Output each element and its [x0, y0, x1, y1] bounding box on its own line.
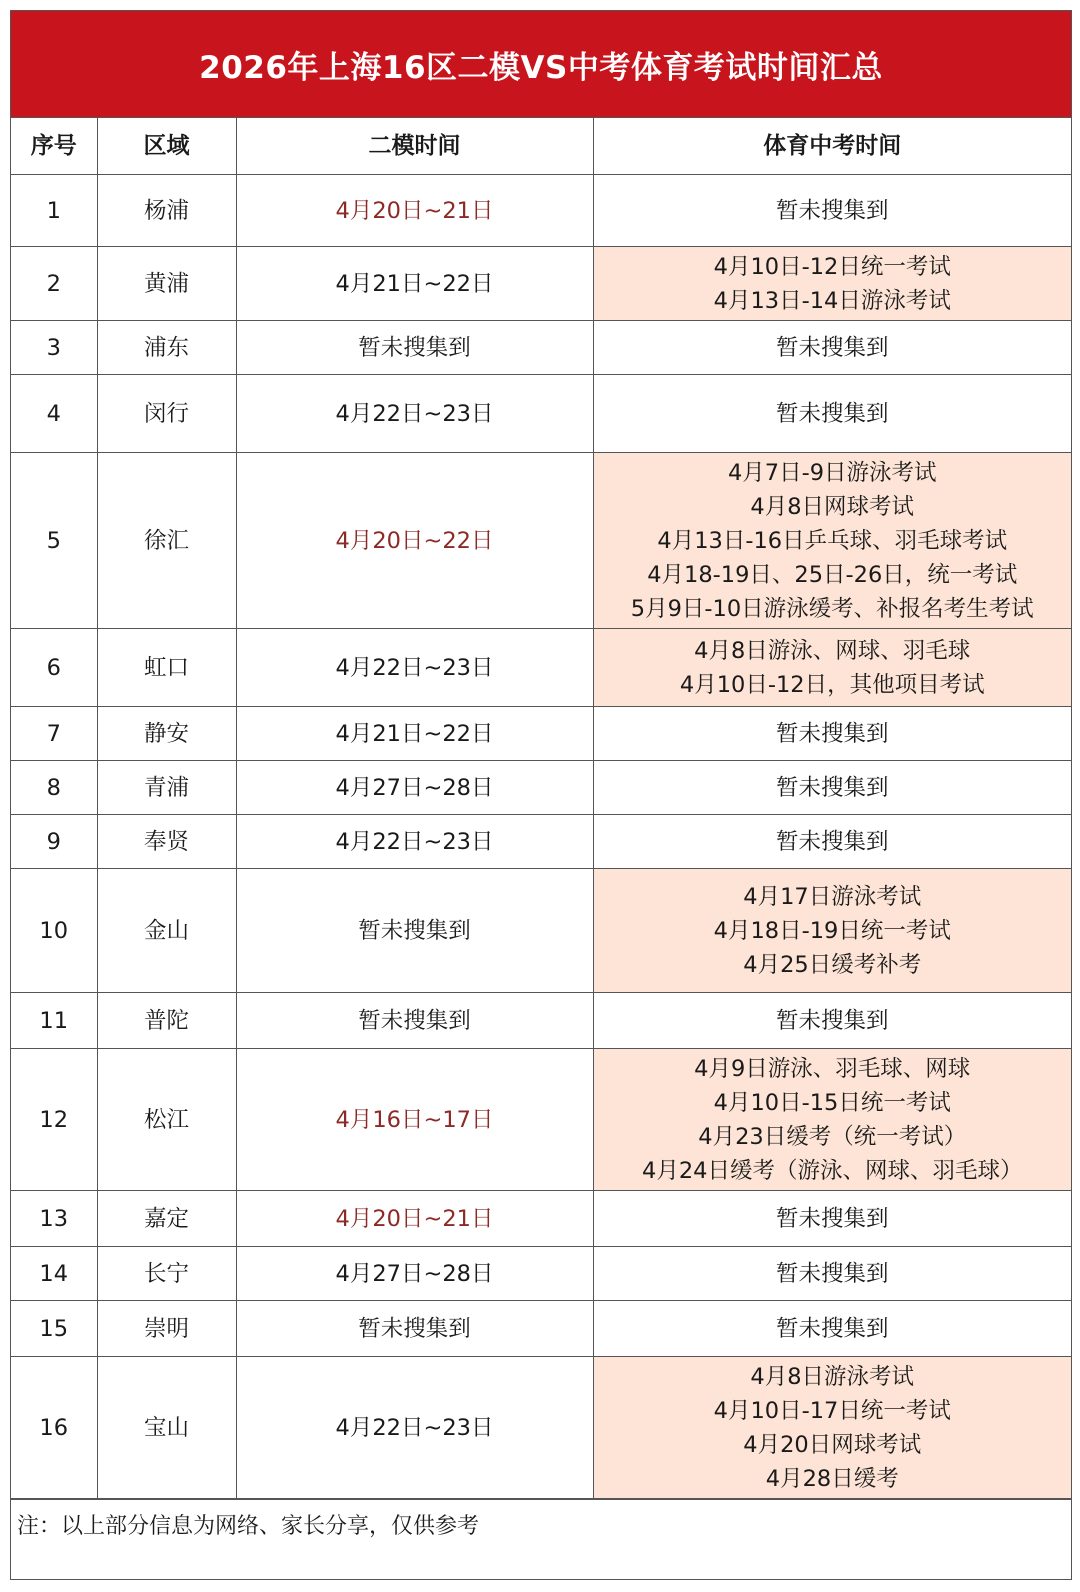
table-row — [11, 175, 1071, 247]
pe-time-line: 5月9日-10日游泳缓考、补报名考生考试 — [630, 595, 1034, 622]
row-district: 宝山 — [97, 1357, 236, 1499]
pe-time-line: 4月10日-12日统一考试 — [713, 253, 951, 280]
row-pe-time — [593, 375, 1071, 453]
row-pe-time — [593, 1357, 1071, 1499]
pe-time-line: 暂未搜集到 — [775, 828, 889, 855]
table-row — [11, 993, 1071, 1049]
row-pe-time — [593, 1301, 1071, 1357]
row-ermo-time: 4月27日~28日 — [236, 761, 593, 815]
pe-time-line: 暂未搜集到 — [775, 197, 889, 224]
pe-time-line: 暂未搜集到 — [775, 400, 889, 427]
pe-time-line: 暂未搜集到 — [775, 1315, 889, 1342]
row-district: 崇明 — [97, 1301, 236, 1357]
row-pe-time — [593, 761, 1071, 815]
row-district: 青浦 — [97, 761, 236, 815]
row-district: 普陀 — [97, 993, 236, 1049]
row-ermo-time: 4月20日~21日 — [236, 175, 593, 247]
pe-time-line: 4月8日游泳考试 — [750, 1363, 915, 1390]
pe-time-line: 暂未搜集到 — [775, 774, 889, 801]
row-district: 静安 — [97, 707, 236, 761]
row-pe-time — [593, 453, 1071, 629]
row-district: 金山 — [97, 869, 236, 993]
row-index: 16 — [11, 1357, 97, 1499]
row-pe-time — [593, 321, 1071, 375]
row-index: 5 — [11, 453, 97, 629]
pe-time-line: 4月25日缓考补考 — [743, 951, 922, 978]
row-ermo-time: 4月22日~23日 — [236, 375, 593, 453]
row-district: 虹口 — [97, 629, 236, 707]
pe-time-line: 4月20日网球考试 — [743, 1431, 922, 1458]
pe-time-line: 4月10日-15日统一考试 — [713, 1089, 951, 1116]
footnote: 注：以上部分信息为网络、家长分享，仅供参考 — [11, 1499, 1071, 1554]
row-index: 9 — [11, 815, 97, 869]
row-district: 黄浦 — [97, 247, 236, 321]
row-index: 2 — [11, 247, 97, 321]
row-pe-time — [593, 869, 1071, 993]
table-row — [11, 321, 1071, 375]
pe-time-line: 4月24日缓考（游泳、网球、羽毛球） — [642, 1157, 1023, 1184]
table-row — [11, 375, 1071, 453]
row-pe-time — [593, 707, 1071, 761]
header-ermo-time: 二模时间 — [236, 118, 593, 175]
row-pe-time — [593, 1247, 1071, 1301]
row-pe-time — [593, 1191, 1071, 1247]
row-district: 长宁 — [97, 1247, 236, 1301]
pe-time-line: 4月18日-19日统一考试 — [713, 917, 951, 944]
pe-time-line: 4月10日-17日统一考试 — [713, 1397, 951, 1424]
row-pe-time — [593, 247, 1071, 321]
table-row — [11, 1301, 1071, 1357]
row-index: 8 — [11, 761, 97, 815]
pe-time-line: 4月13日-16日乒乓球、羽毛球考试 — [657, 527, 1008, 554]
row-ermo-time: 4月22日~23日 — [236, 1357, 593, 1499]
row-index: 14 — [11, 1247, 97, 1301]
row-ermo-time: 4月22日~23日 — [236, 629, 593, 707]
row-district: 徐汇 — [97, 453, 236, 629]
table-row — [11, 707, 1071, 761]
row-ermo-time: 4月21日~22日 — [236, 247, 593, 321]
row-index: 1 — [11, 175, 97, 247]
row-index: 7 — [11, 707, 97, 761]
row-ermo-time: 4月27日~28日 — [236, 1247, 593, 1301]
row-pe-time — [593, 815, 1071, 869]
table-row — [11, 761, 1071, 815]
pe-time-line: 4月8日游泳、网球、羽毛球 — [694, 637, 971, 664]
table-row — [11, 247, 1071, 321]
pe-time-line: 4月8日网球考试 — [750, 493, 915, 520]
table-row — [11, 1191, 1071, 1247]
pe-time-line: 4月9日游泳、羽毛球、网球 — [694, 1055, 971, 1082]
row-ermo-time: 暂未搜集到 — [236, 993, 593, 1049]
row-index: 11 — [11, 993, 97, 1049]
schedule-table — [11, 118, 1071, 1499]
pe-time-line: 4月13日-14日游泳考试 — [713, 287, 951, 314]
pe-time-line: 暂未搜集到 — [775, 1205, 889, 1232]
row-index: 10 — [11, 869, 97, 993]
table-row — [11, 1357, 1071, 1499]
row-pe-time — [593, 1049, 1071, 1191]
row-ermo-time: 暂未搜集到 — [236, 321, 593, 375]
table-row — [11, 629, 1071, 707]
table-header-row — [11, 118, 1071, 175]
row-district: 奉贤 — [97, 815, 236, 869]
pe-time-line: 暂未搜集到 — [775, 334, 889, 361]
row-ermo-time: 4月16日~17日 — [236, 1049, 593, 1191]
row-index: 6 — [11, 629, 97, 707]
row-pe-time — [593, 175, 1071, 247]
row-pe-time — [593, 629, 1071, 707]
row-pe-time — [593, 993, 1071, 1049]
table-row — [11, 1247, 1071, 1301]
row-index: 13 — [11, 1191, 97, 1247]
row-district: 杨浦 — [97, 175, 236, 247]
row-district: 嘉定 — [97, 1191, 236, 1247]
table-row — [11, 869, 1071, 993]
row-ermo-time: 暂未搜集到 — [236, 869, 593, 993]
header-pe-time: 体育中考时间 — [593, 118, 1071, 175]
schedule-sheet — [10, 10, 1072, 1580]
pe-time-line: 暂未搜集到 — [775, 720, 889, 747]
row-ermo-time: 暂未搜集到 — [236, 1301, 593, 1357]
table-row — [11, 815, 1071, 869]
header-district: 区域 — [97, 118, 236, 175]
row-ermo-time: 4月20日~21日 — [236, 1191, 593, 1247]
row-ermo-time: 4月20日~22日 — [236, 453, 593, 629]
row-district: 浦东 — [97, 321, 236, 375]
table-body — [11, 175, 1071, 1499]
row-index: 15 — [11, 1301, 97, 1357]
page-title: 2026年上海16区二模VS中考体育考试时间汇总 — [11, 11, 1071, 118]
row-district: 松江 — [97, 1049, 236, 1191]
table-row — [11, 1049, 1071, 1191]
row-ermo-time: 4月21日~22日 — [236, 707, 593, 761]
row-index: 3 — [11, 321, 97, 375]
table-row — [11, 453, 1071, 629]
pe-time-line: 4月10日-12日，其他项目考试 — [679, 671, 985, 698]
pe-time-line: 4月7日-9日游泳考试 — [727, 459, 937, 486]
row-index: 4 — [11, 375, 97, 453]
row-index: 12 — [11, 1049, 97, 1191]
pe-time-line: 暂未搜集到 — [775, 1007, 889, 1034]
pe-time-line: 暂未搜集到 — [775, 1260, 889, 1287]
row-ermo-time: 4月22日~23日 — [236, 815, 593, 869]
pe-time-line: 4月28日缓考 — [765, 1465, 899, 1492]
header-index: 序号 — [11, 118, 97, 175]
pe-time-line: 4月23日缓考（统一考试） — [698, 1123, 967, 1150]
row-district: 闵行 — [97, 375, 236, 453]
pe-time-line: 4月18-19日、25日-26日，统一考试 — [647, 561, 1018, 588]
pe-time-line: 4月17日游泳考试 — [743, 883, 922, 910]
